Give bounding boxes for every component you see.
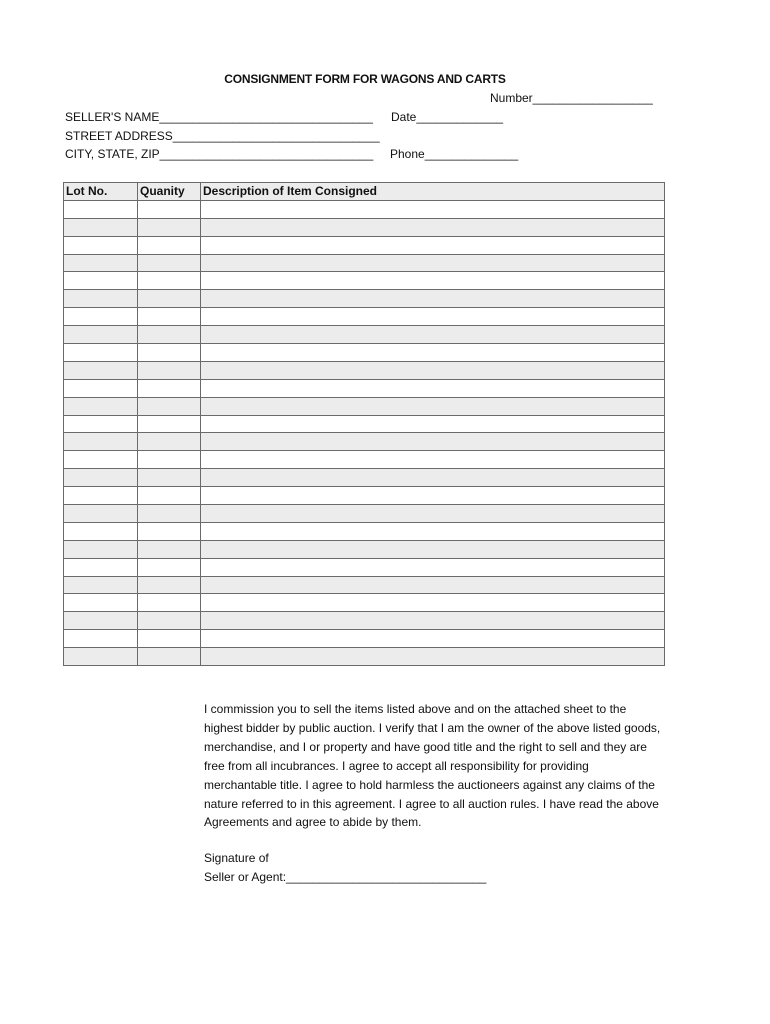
description-cell[interactable] <box>201 576 665 594</box>
lot-no-cell[interactable] <box>64 397 138 415</box>
table-row <box>64 505 665 523</box>
quantity-cell[interactable] <box>138 451 201 469</box>
signature-field[interactable]: Seller or Agent:______________________________ <box>204 870 487 884</box>
lot-no-cell[interactable] <box>64 236 138 254</box>
lot-no-cell[interactable] <box>64 612 138 630</box>
description-cell[interactable] <box>201 290 665 308</box>
description-cell[interactable] <box>201 558 665 576</box>
lot-no-cell[interactable] <box>64 344 138 362</box>
description-cell[interactable] <box>201 326 665 344</box>
table-row <box>64 290 665 308</box>
description-cell[interactable] <box>201 487 665 505</box>
table-row <box>64 236 665 254</box>
description-cell[interactable] <box>201 505 665 523</box>
table-row <box>64 379 665 397</box>
table-row <box>64 200 665 218</box>
number-field[interactable]: Number__________________ <box>490 91 653 105</box>
quantity-cell[interactable] <box>138 612 201 630</box>
description-cell[interactable] <box>201 612 665 630</box>
quantity-cell[interactable] <box>138 594 201 612</box>
quantity-cell[interactable] <box>138 200 201 218</box>
quantity-cell[interactable] <box>138 522 201 540</box>
description-cell[interactable] <box>201 630 665 648</box>
description-cell[interactable] <box>201 200 665 218</box>
quantity-cell[interactable] <box>138 540 201 558</box>
lot-no-cell[interactable] <box>64 272 138 290</box>
consigned-items-table <box>63 182 665 666</box>
description-cell[interactable] <box>201 451 665 469</box>
table-row <box>64 648 665 666</box>
description-cell[interactable] <box>201 361 665 379</box>
header-lot-no: Lot No. <box>64 183 138 201</box>
quantity-cell[interactable] <box>138 648 201 666</box>
quantity-cell[interactable] <box>138 469 201 487</box>
table-row <box>64 522 665 540</box>
lot-no-cell[interactable] <box>64 218 138 236</box>
table-row <box>64 433 665 451</box>
table-row <box>64 218 665 236</box>
lot-no-cell[interactable] <box>64 594 138 612</box>
description-cell[interactable] <box>201 344 665 362</box>
lot-no-cell[interactable] <box>64 254 138 272</box>
lot-no-cell[interactable] <box>64 361 138 379</box>
description-cell[interactable] <box>201 415 665 433</box>
lot-no-cell[interactable] <box>64 326 138 344</box>
description-cell[interactable] <box>201 218 665 236</box>
table-row <box>64 576 665 594</box>
table-row <box>64 272 665 290</box>
table-row <box>64 308 665 326</box>
quantity-cell[interactable] <box>138 415 201 433</box>
form-title: CONSIGNMENT FORM FOR WAGONS AND CARTS <box>224 72 506 86</box>
lot-no-cell[interactable] <box>64 522 138 540</box>
quantity-cell[interactable] <box>138 397 201 415</box>
quantity-cell[interactable] <box>138 272 201 290</box>
table-row <box>64 487 665 505</box>
quantity-cell[interactable] <box>138 505 201 523</box>
table-row <box>64 344 665 362</box>
table-row <box>64 254 665 272</box>
lot-no-cell[interactable] <box>64 451 138 469</box>
description-cell[interactable] <box>201 469 665 487</box>
quantity-cell[interactable] <box>138 630 201 648</box>
lot-no-cell[interactable] <box>64 433 138 451</box>
table-row <box>64 540 665 558</box>
quantity-cell[interactable] <box>138 218 201 236</box>
lot-no-cell[interactable] <box>64 469 138 487</box>
lot-no-cell[interactable] <box>64 505 138 523</box>
quantity-cell[interactable] <box>138 433 201 451</box>
quantity-cell[interactable] <box>138 308 201 326</box>
table-row <box>64 397 665 415</box>
table-row <box>64 361 665 379</box>
description-cell[interactable] <box>201 379 665 397</box>
header-quantity: Quanity <box>138 183 201 201</box>
lot-no-cell[interactable] <box>64 487 138 505</box>
quantity-cell[interactable] <box>138 326 201 344</box>
lot-no-cell[interactable] <box>64 308 138 326</box>
lot-no-cell[interactable] <box>64 415 138 433</box>
date-field[interactable]: Date_____________ <box>391 110 504 124</box>
quantity-cell[interactable] <box>138 487 201 505</box>
description-cell[interactable] <box>201 397 665 415</box>
table-row <box>64 594 665 612</box>
table-row <box>64 630 665 648</box>
description-cell[interactable] <box>201 236 665 254</box>
lot-no-cell[interactable] <box>64 558 138 576</box>
quantity-cell[interactable] <box>138 254 201 272</box>
lot-no-cell[interactable] <box>64 290 138 308</box>
signature-label: Signature of <box>204 851 269 865</box>
street-address-field[interactable]: STREET ADDRESS_______________________________ <box>65 129 380 143</box>
description-cell[interactable] <box>201 254 665 272</box>
city-state-zip-field[interactable]: CITY, STATE, ZIP________________________________ <box>65 147 374 161</box>
header-description: Description of Item Consigned <box>201 183 665 201</box>
lot-no-cell[interactable] <box>64 648 138 666</box>
lot-no-cell[interactable] <box>64 540 138 558</box>
quantity-cell[interactable] <box>138 344 201 362</box>
table-row <box>64 558 665 576</box>
table-header-row <box>64 183 665 201</box>
phone-field[interactable]: Phone______________ <box>390 147 519 161</box>
quantity-cell[interactable] <box>138 361 201 379</box>
quantity-cell[interactable] <box>138 576 201 594</box>
quantity-cell[interactable] <box>138 290 201 308</box>
description-cell[interactable] <box>201 522 665 540</box>
description-cell[interactable] <box>201 308 665 326</box>
quantity-cell[interactable] <box>138 558 201 576</box>
table-row <box>64 612 665 630</box>
description-cell[interactable] <box>201 433 665 451</box>
lot-no-cell[interactable] <box>64 576 138 594</box>
description-cell[interactable] <box>201 540 665 558</box>
description-cell[interactable] <box>201 594 665 612</box>
table-row <box>64 451 665 469</box>
agreement-text: I commission you to sell the items listed above and on the attached sheet to the highest bidder by public auction. I verify that I am the owner of the above listed goods, merchandise, and I or property and have good title and the right to sell and they are free from all incubrances. I agree to accept all responsibility for providing merchantable title. I agree to hold harmless the auctioneers against any claims of the nature referred to in this agreement. I agree to all auction rules. I have read the above Agreements and agree to abide by them. <box>204 702 661 830</box>
description-cell[interactable] <box>201 272 665 290</box>
table-row <box>64 469 665 487</box>
lot-no-cell[interactable] <box>64 630 138 648</box>
quantity-cell[interactable] <box>138 236 201 254</box>
seller-name-field[interactable]: SELLER'S NAME________________________________ <box>65 110 373 124</box>
lot-no-cell[interactable] <box>64 200 138 218</box>
description-cell[interactable] <box>201 648 665 666</box>
table-row <box>64 415 665 433</box>
quantity-cell[interactable] <box>138 379 201 397</box>
lot-no-cell[interactable] <box>64 379 138 397</box>
table-row <box>64 326 665 344</box>
